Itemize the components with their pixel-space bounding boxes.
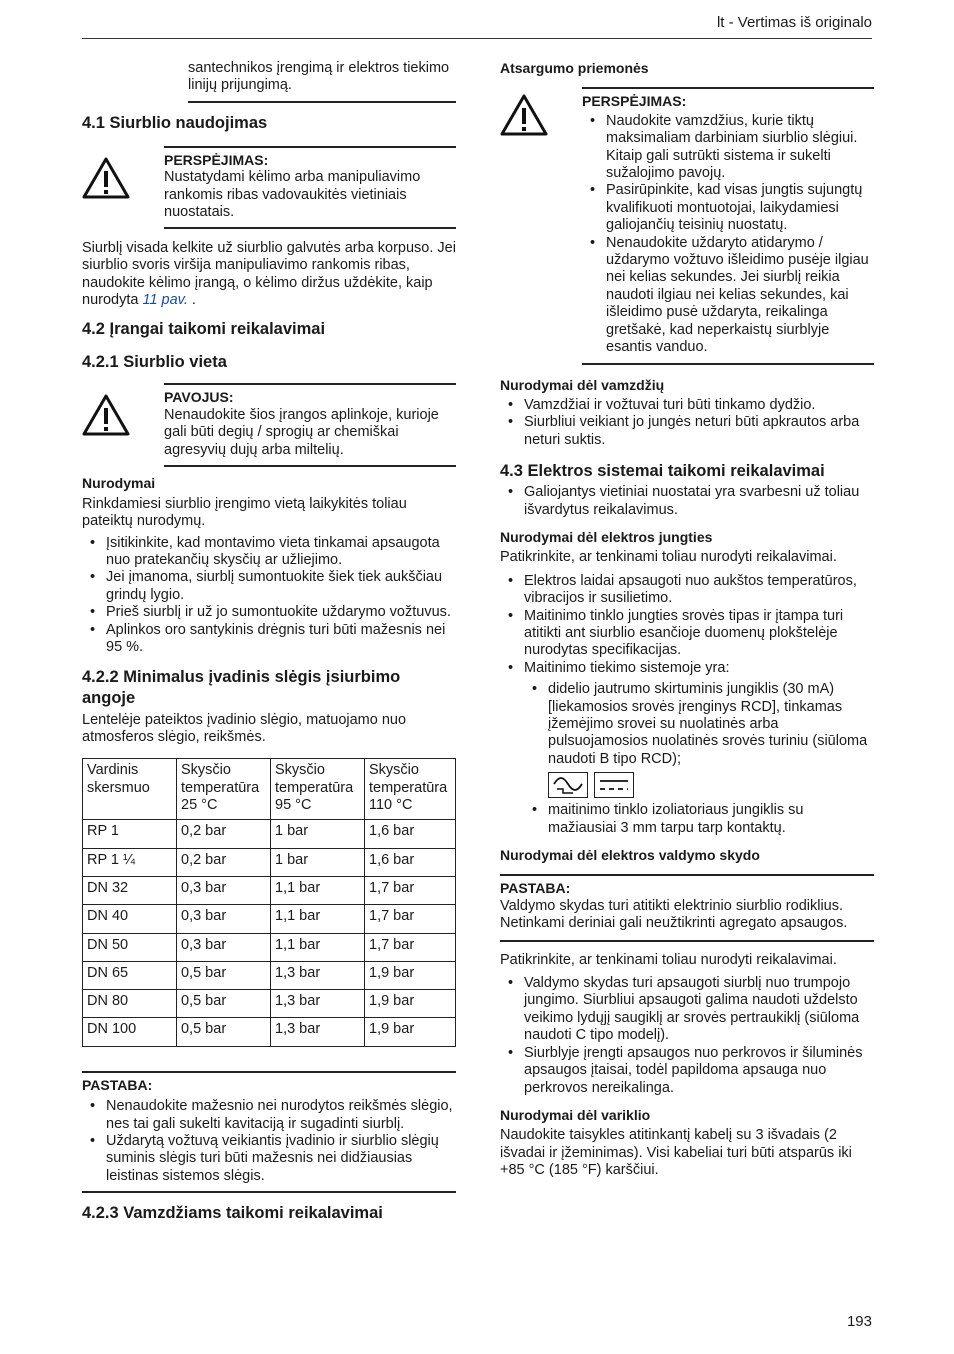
connection-list: [500, 573, 874, 837]
table-cell: 0,3 bar: [177, 933, 271, 961]
table-cell: DN 100: [83, 1018, 177, 1046]
list-item: • Jei įmanoma, siurblį sumontuokite šiek tiek aukščiau grindų lygio.: [82, 569, 456, 604]
table-cell: 1,7 bar: [365, 933, 456, 961]
sublist-item: • maitinimo tinklo izoliatoriaus jungiklis su mažiausiai 3 mm tarpu tarp kontaktų.: [524, 802, 874, 837]
panel-note-box: [500, 874, 874, 941]
note-text: Valdymo skydas turi atitikti elektrinio siurblio rodiklius. Netinkami deriniai gali neužtikrinti agregato apsaugos.: [500, 897, 848, 932]
table-cell: 1,9 bar: [365, 990, 456, 1018]
right-column: [500, 60, 874, 1180]
table-row: [83, 820, 456, 848]
electrical-list: [500, 484, 874, 519]
list-item: • Nenaudokite uždaryto atidarymo / uždarymo vožtuvo išleidimo pusėje ilgiau nei kelias sekundes. Jei siurblį reikia naudoti ilgiau nei kelias sekundes, kai išleidimo pusė uždaryta, reikalinga gretšakė, kad neperkaistų siurblyje esantis vanduo.: [582, 235, 874, 357]
section-4-1-body: [82, 240, 456, 310]
note-list: [82, 1098, 456, 1185]
precautions-title: Atsargumo priemonės: [500, 60, 649, 76]
table-cell: 1,3 bar: [271, 1018, 365, 1046]
table-cell: 0,2 bar: [177, 848, 271, 876]
location-list: [82, 535, 456, 657]
table-cell: 1,3 bar: [271, 961, 365, 989]
panel-list: [500, 975, 874, 1097]
header-title: lt - Vertimas iš originalo: [716, 14, 872, 31]
table-header: Vardinis skersmuo: [83, 759, 177, 820]
danger-box: [164, 383, 456, 467]
danger-block: [82, 383, 456, 467]
table-cell: 1,9 bar: [365, 961, 456, 989]
figure-link[interactable]: 11 pav.: [142, 292, 188, 309]
table-row: [83, 848, 456, 876]
rcd-symbols: [548, 772, 874, 798]
precautions-warning-block: [500, 87, 874, 364]
list-item: • Pasirūpinkite, kad visas jungtis sujungtų kvalifikuoti montuotojai, laikydamiesi galiojančių teisinių nuostatų.: [582, 182, 874, 234]
list-item: • Galiojantys vietiniai nuostatai yra svarbesni už toliau išvardytus reikalavimus.: [500, 484, 874, 519]
table-header: Skysčio temperatūra 25 °C: [177, 759, 271, 820]
table-cell: 0,5 bar: [177, 990, 271, 1018]
table-cell: 0,5 bar: [177, 961, 271, 989]
table-cell: 0,3 bar: [177, 905, 271, 933]
panel-title: Nurodymai dėl elektros valdymo skydo: [500, 847, 760, 864]
table-cell: 1,1 bar: [271, 933, 365, 961]
notes-title: Nurodymai: [82, 475, 156, 492]
table-cell: 1 bar: [271, 820, 365, 848]
motor-text: Naudokite taisykles atitinkantį kabelį su 3 išvadais (2 išvadai ir įžeminimas). Visi kabeliai turi būti atsparūs iki +85 °C (185 °F) karščiui.: [500, 1127, 852, 1179]
motor-title: Nurodymai dėl variklio: [500, 1106, 651, 1123]
list-item: • Siurbliui veikiant jo jungės neturi būti apkrautos arba neturi suktis.: [500, 414, 874, 449]
list-item: • Naudokite vamzdžius, kurie tiktų maksimaliam darbiniam siurblio slėgiui. Kitaip gali sutrūkti sistema ir sukelti sužalojimo pavojų.: [582, 113, 874, 183]
section-4-3-title: 4.3 Elektros sistemai taikomi reikalavimai: [500, 462, 825, 481]
warning-icon: [82, 156, 130, 205]
danger-text: Nenaudokite šios įrangos aplinkoje, kurioje gali būti degių / sprogių ar chemiškai agresyvių dujų arba miltelių.: [164, 406, 439, 458]
table-cell: RP 1 ¼: [83, 848, 177, 876]
table-cell: DN 65: [83, 961, 177, 989]
notes-intro: Rinkdamiesi siurblio įrengimo vietą laikykitės toliau pateiktų nurodymų.: [82, 495, 407, 530]
page-number: 193: [846, 1313, 872, 1330]
pipes-list: [500, 397, 874, 449]
connection-intro: Patikrinkite, ar tenkinami toliau nurodyti reikalavimai.: [500, 549, 837, 566]
table-header: Skysčio temperatūra 110 °C: [365, 759, 456, 820]
ac-pulsating-icon: [548, 772, 588, 798]
intro-text: santechnikos įrengimą ir elektros tiekimo linijų prijungimą.: [188, 60, 450, 94]
connection-sublist: [524, 681, 874, 837]
section-4-2-3-title: 4.2.3 Vamzdžiams taikomi reikalavimai: [82, 1204, 383, 1223]
precautions-list: [582, 113, 874, 357]
table-row: [83, 990, 456, 1018]
table-header: Skysčio temperatūra 95 °C: [271, 759, 365, 820]
danger-label: PAVOJUS:: [164, 389, 234, 406]
section-4-1-title: 4.1 Siurblio naudojimas: [82, 113, 268, 132]
table-row: [83, 876, 456, 904]
table-cell: DN 32: [83, 876, 177, 904]
note-box: [82, 1071, 456, 1193]
list-item: • Valdymo skydas turi apsaugoti siurblį nuo trumpojo jungimo. Siurbliui apsaugoti galima naudoti uždelsto veikimo lydųjį saugiklį ar srovės pertraukiklį (siūloma naudoti C tipo modelį).: [500, 975, 874, 1045]
warning-icon: [500, 93, 548, 142]
table-cell: 1 bar: [271, 848, 365, 876]
table-cell: DN 50: [83, 933, 177, 961]
table-cell: 1,6 bar: [365, 848, 456, 876]
section-4-2-title: 4.2 Įrangai taikomi reikalavimai: [82, 320, 326, 339]
body-end: .: [187, 292, 196, 309]
table-cell: DN 80: [83, 990, 177, 1018]
table-cell: 1,6 bar: [365, 820, 456, 848]
table-cell: 1,9 bar: [365, 1018, 456, 1046]
intro-block: [188, 60, 456, 103]
body-text: Siurblį visada kelkite už siurblio galvutės arba korpuso. Jei siurblio svoris viršija manipuliavimo rankomis ribas, naudokite kėlimo įrangą, o kėlimo diržus uždėkite, kaip nurodyta: [82, 239, 456, 309]
table-row: [83, 961, 456, 989]
header-rule: [82, 38, 872, 39]
table-row: [83, 905, 456, 933]
sublist-item: [524, 681, 874, 798]
list-item: • Aplinkos oro santykinis drėgnis turi būti mažesnis nei 95 %.: [82, 622, 456, 657]
rcd-text: didelio jautrumo skirtuminis jungiklis (30 mA) [liekamosios srovės įrenginys RCD], tinkamas įžemėjimo srovei su nuolatinės arba pulsuojamosios nuolatinės srovės turiniu (siūloma naudoti B tipo RCD);: [548, 681, 868, 767]
list-item: • Maitinimo tinklo jungties srovės tipas ir įtampa turi atitikti ant siurblio esančioje duomenų plokštelėje nurodytas specifikacijas.: [500, 608, 874, 660]
table-cell: RP 1: [83, 820, 177, 848]
list-item: • Nenaudokite mažesnio nei nurodytos reikšmės slėgio, nes tai gali sukelti kavitaciją ir sugadinti siurblį.: [82, 1098, 456, 1133]
table-row: [83, 933, 456, 961]
list-item: • Elektros laidai apsaugoti nuo aukštos temperatūros, vibracijos ir susilietimo.: [500, 573, 874, 608]
table-cell: 0,5 bar: [177, 1018, 271, 1046]
list-item: [500, 660, 874, 837]
table-header-row: [83, 759, 456, 820]
dc-icon: [594, 772, 634, 798]
warning-text: Nustatydami kėlimo arba manipuliavimo rankomis ribas vadovaukitės vietiniais nuostatais.: [164, 169, 421, 221]
section-4-2-1-title: 4.2.1 Siurblio vieta: [82, 353, 227, 372]
list-item: • Vamzdžiai ir vožtuvai turi būti tinkamo dydžio.: [500, 397, 874, 414]
warning-box: [164, 146, 456, 230]
table-intro: Lentelėje pateiktos įvadinio slėgio, matuojamo nuo atmosferos slėgio, reikšmės.: [82, 711, 407, 745]
left-column: [82, 60, 456, 1224]
table-cell: 1,7 bar: [365, 876, 456, 904]
list-item: • Įsitikinkite, kad montavimo vieta tinkamai apsaugota nuo pratekančių skysčių ar užliejimo.: [82, 535, 456, 570]
list-item: • Prieš siurblį ir už jo sumontuokite uždarymo vožtuvus.: [82, 604, 456, 621]
note-label: PASTABA:: [500, 880, 571, 897]
pipes-title: Nurodymai dėl vamzdžių: [500, 376, 665, 393]
pressure-table: [82, 758, 456, 1046]
table-row: [83, 1018, 456, 1046]
table-cell: 0,2 bar: [177, 820, 271, 848]
list-item: • Siurblyje įrengti apsaugos nuo perkrovos ir šiluminės apsaugos įtaisai, todėl papildoma apsauga nuo perkrovos nereikalinga.: [500, 1045, 874, 1097]
danger-icon: [82, 393, 130, 442]
warning-label: PERSPĖJIMAS:: [582, 93, 687, 110]
table-cell: 1,1 bar: [271, 905, 365, 933]
note-label: PASTABA:: [82, 1076, 153, 1093]
connection-title: Nurodymai dėl elektros jungties: [500, 528, 713, 545]
table-cell: 1,7 bar: [365, 905, 456, 933]
table-cell: 0,3 bar: [177, 876, 271, 904]
table-cell: DN 40: [83, 905, 177, 933]
precautions-warning-box: [582, 87, 874, 364]
list-item-text: Maitinimo tiekimo sistemoje yra:: [524, 659, 730, 676]
warning-block-4-1: [82, 146, 456, 232]
list-item: • Uždarytą vožtuvą veikiantis įvadinio ir siurblio slėgių suminis slėgis turi būti mažesnis nei didžiausias leistinas sistemos slėgis.: [82, 1133, 456, 1185]
section-4-2-2-title: 4.2.2 Minimalus įvadinis slėgis įsiurbimo angoje: [82, 667, 401, 707]
warning-label: PERSPĖJIMAS:: [164, 151, 269, 168]
table-cell: 1,3 bar: [271, 990, 365, 1018]
panel-intro: Patikrinkite, ar tenkinami toliau nurodyti reikalavimai.: [500, 951, 837, 968]
table-cell: 1,1 bar: [271, 876, 365, 904]
